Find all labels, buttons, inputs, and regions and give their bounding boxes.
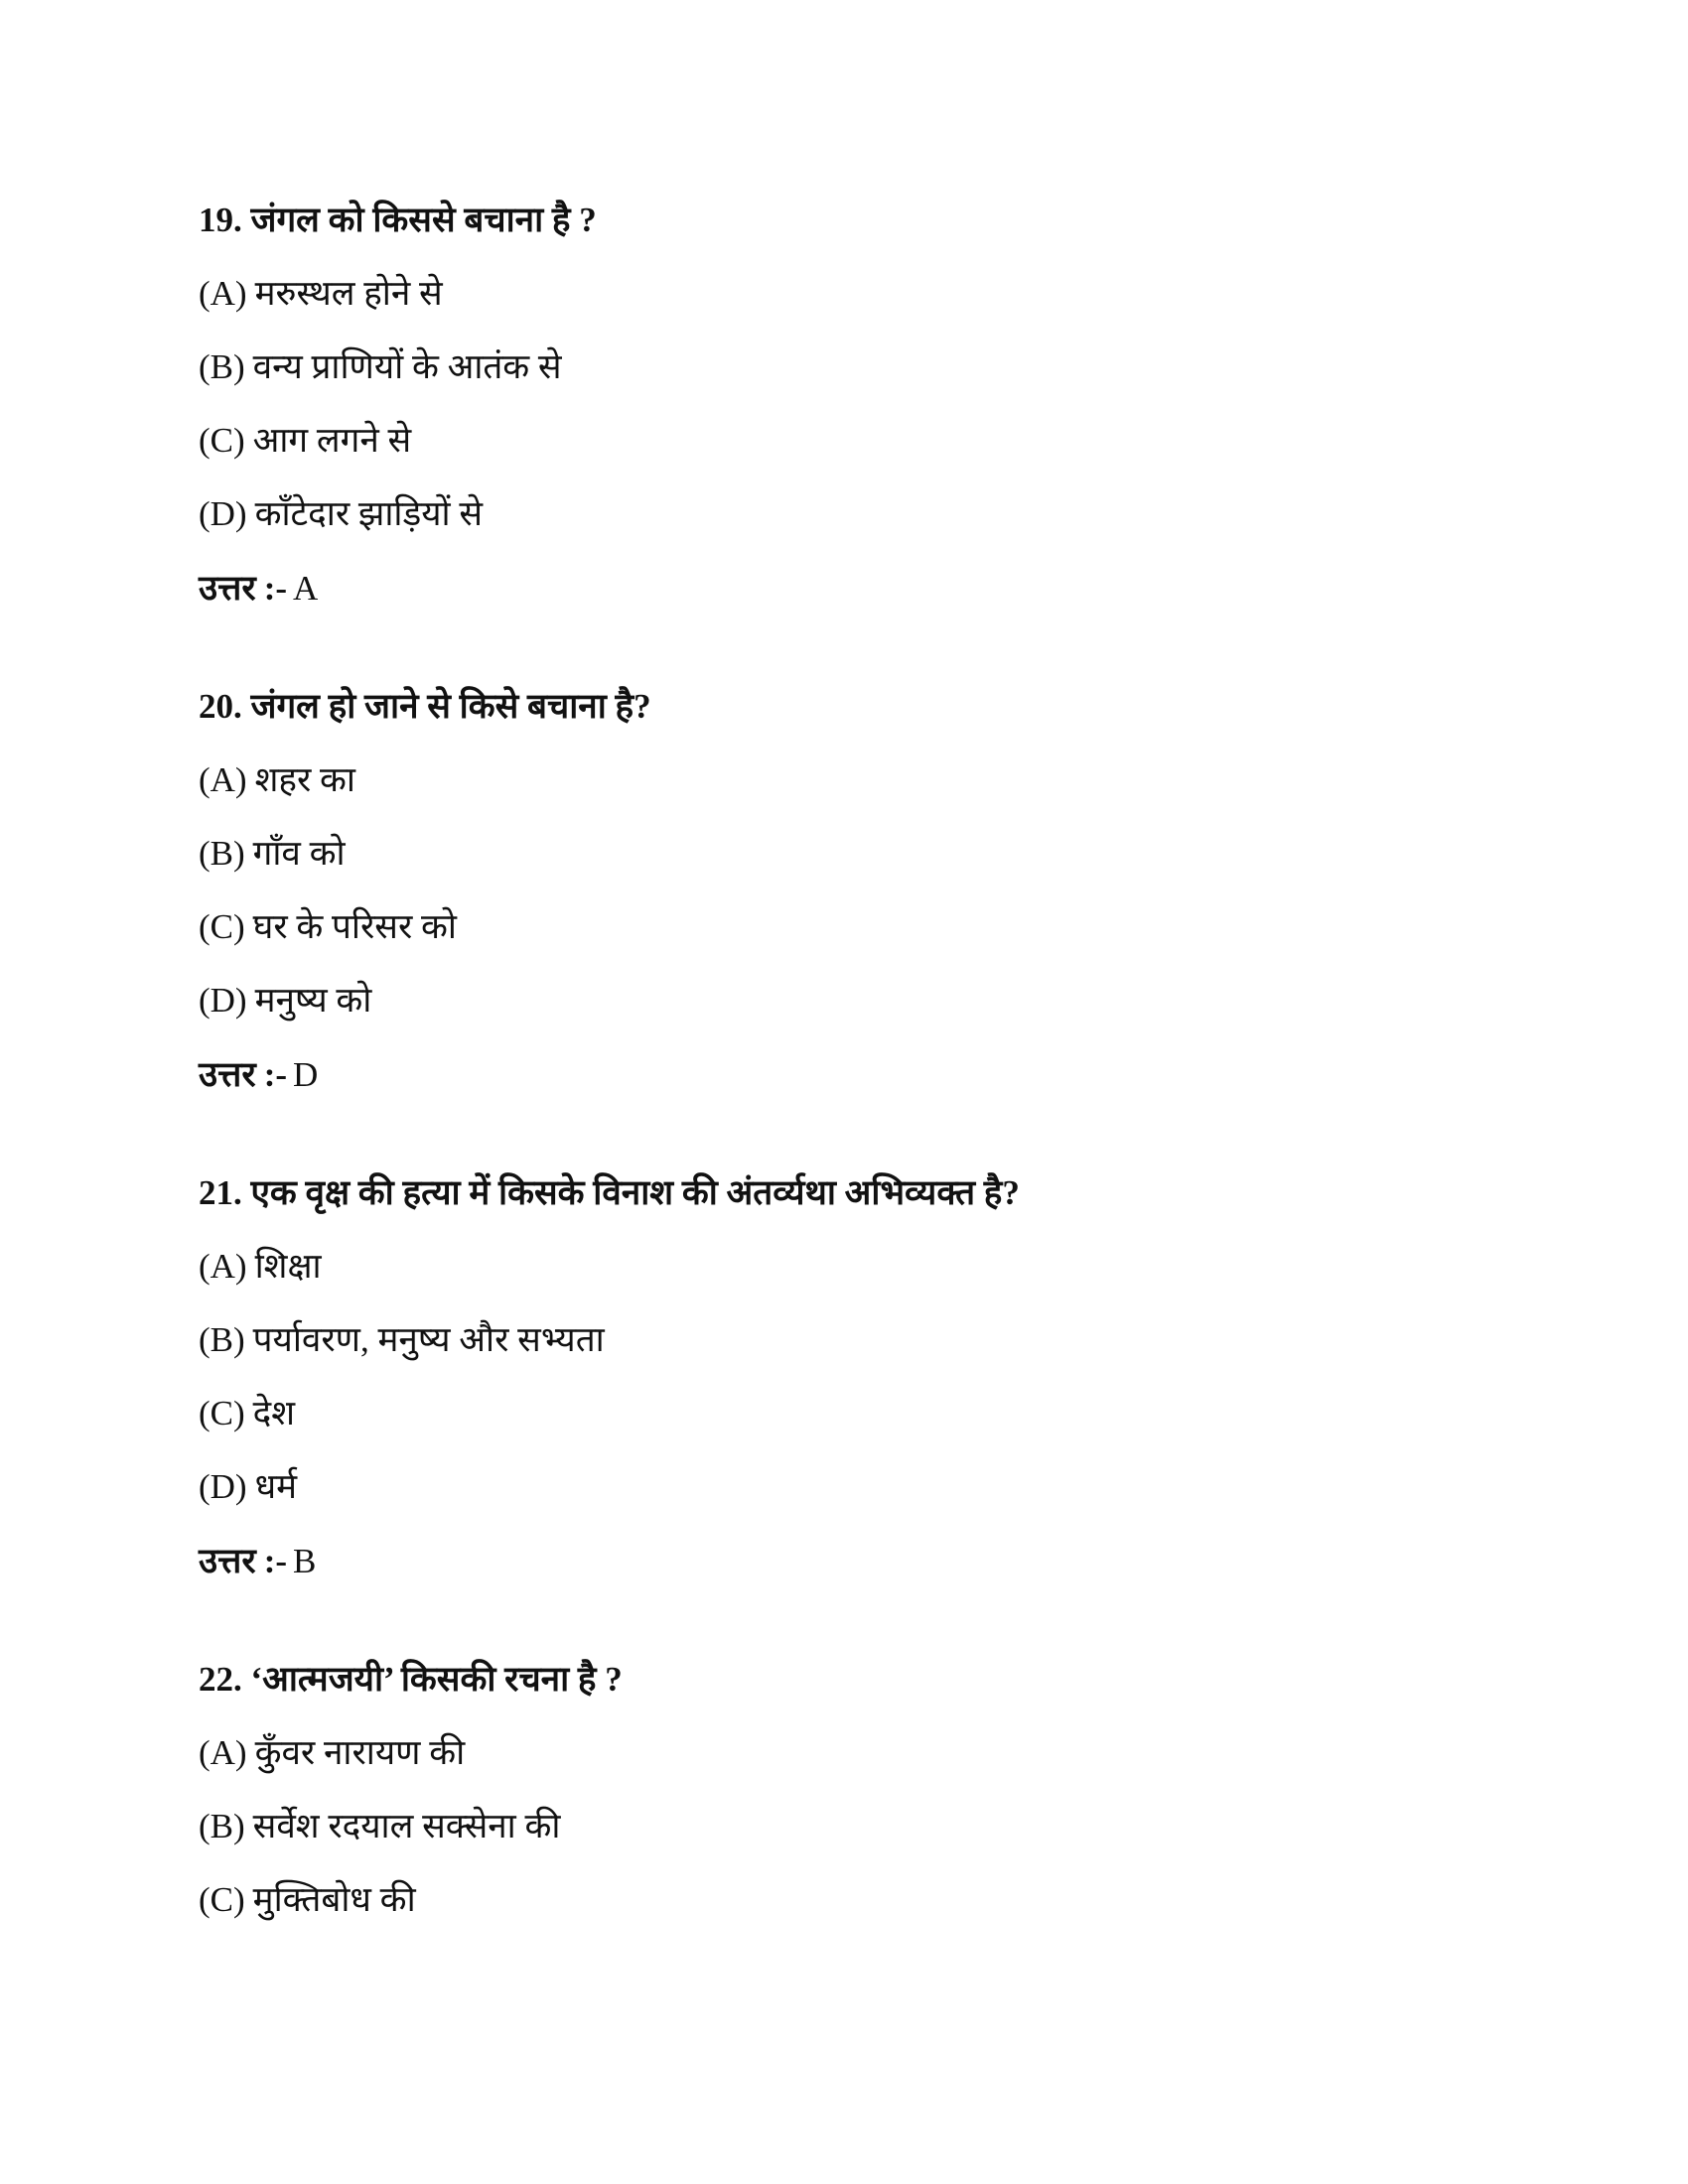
answer-separator: :- — [263, 1055, 287, 1094]
option-c — [199, 1392, 295, 1435]
option-a — [199, 1731, 465, 1775]
option-text: कुँवर नारायण की — [254, 1733, 466, 1772]
option-label: (A) — [199, 274, 247, 313]
option-label: (B) — [199, 834, 245, 873]
option-text: आग लगने से — [252, 421, 412, 460]
answer-separator: :- — [263, 1542, 287, 1580]
option-label: (B) — [199, 347, 245, 386]
question-number: 19. — [199, 201, 242, 239]
question-number: 22. — [199, 1660, 242, 1699]
option-label: (B) — [199, 1320, 245, 1359]
question-text: एक वृक्ष की हत्या में किसके विनाश की अंतर्व्यथा अभिव्यक्त है? — [250, 1173, 1020, 1212]
question-title — [199, 685, 651, 729]
option-text: देश — [252, 1394, 296, 1433]
question-title — [199, 1171, 1020, 1215]
question-text: जंगल को किससे बचाना है ? — [250, 201, 597, 239]
question-number: 21. — [199, 1173, 242, 1212]
answer-value: A — [293, 569, 319, 608]
option-b — [199, 1318, 605, 1362]
option-c — [199, 1878, 416, 1922]
option-text: गाँव को — [252, 834, 346, 873]
answer-value: D — [293, 1055, 319, 1094]
option-label: (C) — [199, 907, 245, 946]
option-label: (A) — [199, 1733, 247, 1772]
option-label: (A) — [199, 760, 247, 799]
option-c — [199, 905, 457, 949]
option-label: (D) — [199, 1467, 247, 1506]
option-label: (A) — [199, 1247, 247, 1286]
option-text: मनुष्य को — [254, 981, 372, 1020]
question-text: ‘आत्मजयी’ किसकी रचना है ? — [250, 1660, 623, 1699]
option-text: मुक्तिबोध की — [252, 1880, 416, 1919]
option-text: सर्वेश रदयाल सक्सेना की — [252, 1807, 561, 1845]
option-label: (C) — [199, 421, 245, 460]
option-label: (D) — [199, 494, 247, 533]
answer-line — [199, 1053, 318, 1097]
answer-label: उत्तर — [199, 1542, 256, 1580]
option-label: (D) — [199, 981, 247, 1020]
answer-line — [199, 567, 318, 611]
option-text: मरुस्थल होने से — [254, 274, 443, 313]
option-text: शिक्षा — [254, 1247, 322, 1286]
option-b — [199, 832, 346, 876]
option-b — [199, 345, 562, 389]
option-a — [199, 272, 443, 316]
option-text: धर्म — [254, 1467, 298, 1506]
option-label: (B) — [199, 1807, 245, 1845]
option-text: शहर का — [254, 760, 355, 799]
question-title — [199, 1658, 623, 1702]
option-d — [199, 1465, 297, 1509]
answer-label: उत्तर — [199, 569, 256, 608]
answer-label: उत्तर — [199, 1055, 256, 1094]
option-c — [199, 419, 411, 463]
answer-value: B — [293, 1542, 317, 1580]
option-a — [199, 758, 355, 802]
option-d — [199, 492, 483, 536]
option-b — [199, 1805, 560, 1848]
option-label: (C) — [199, 1880, 245, 1919]
option-text: घर के परिसर को — [252, 907, 457, 946]
option-label: (C) — [199, 1394, 245, 1433]
option-text: पर्यावरण, मनुष्य और सभ्यता — [252, 1320, 605, 1359]
question-text: जंगल हो जाने से किसे बचाना है? — [250, 687, 651, 726]
option-text: वन्य प्राणियों के आतंक से — [252, 347, 562, 386]
question-title — [199, 199, 597, 242]
question-number: 20. — [199, 687, 242, 726]
option-text: काँटेदार झाड़ियों से — [254, 494, 483, 533]
option-d — [199, 979, 371, 1023]
answer-separator: :- — [263, 569, 287, 608]
answer-line — [199, 1540, 316, 1583]
option-a — [199, 1245, 322, 1289]
